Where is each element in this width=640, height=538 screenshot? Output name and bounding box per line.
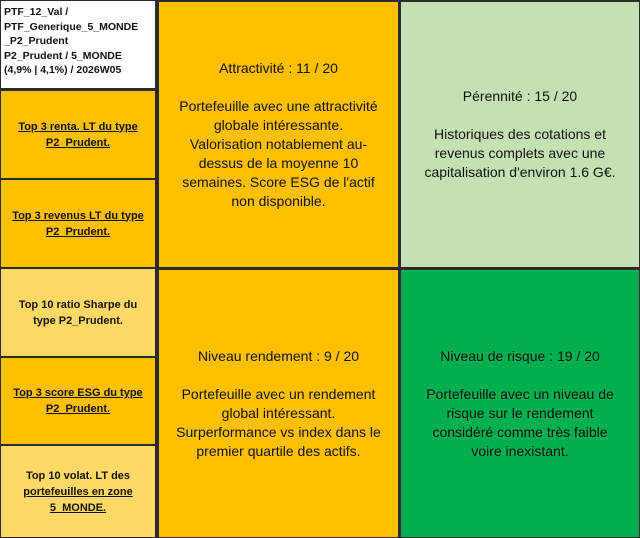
description-line: voire inexistant.: [471, 442, 569, 459]
attractivite-description: [179, 97, 377, 211]
description-line: Surperformance vs index dans le: [176, 423, 381, 440]
ranking-cell-revenus[interactable]: [0, 179, 157, 268]
description-line: Portefeuille avec un rendement: [181, 385, 376, 402]
description-line: revenus complets avec une: [434, 145, 606, 161]
description-line: globale intéressante.: [213, 116, 344, 133]
portfolio-header-cell[interactable]: [0, 0, 157, 90]
description-line: semaines. Score ESG de l'actif: [182, 173, 375, 190]
ranking-link[interactable]: P2_Prudent.: [45, 225, 111, 238]
description-line: Portefeuille avec un niveau de: [426, 385, 614, 402]
risque-panel[interactable]: [399, 268, 640, 538]
attractivite-score-title: Attractivité : 11 / 20: [219, 59, 338, 76]
risque-score-title: Niveau de risque : 19 / 20: [440, 347, 600, 364]
description-line: capitalisation d'environ 1.6 G€.: [424, 164, 616, 180]
rendement-panel[interactable]: [157, 268, 399, 538]
perennite-score-title: Pérennité : 15 / 20: [462, 88, 578, 104]
header-line: _P2_Prudent: [4, 35, 69, 48]
ranking-text: [12, 208, 144, 240]
ranking-label: Top 10 ratio Sharpe du: [18, 298, 138, 311]
header-line: P2_Prudent / 5_MONDE: [4, 49, 122, 62]
ranking-cell-volat[interactable]: [0, 445, 157, 538]
description-line: dessus de la moyenne 10: [198, 154, 359, 171]
description-line: global intéressant.: [221, 404, 336, 421]
description-line: Valorisation notablement au-: [189, 135, 368, 152]
description-line: premier quartile des actifs.: [196, 442, 361, 459]
ranking-link[interactable]: Top 3 revenus LT du type: [12, 209, 144, 222]
description-line: Portefeuille avec une attractivité: [179, 97, 378, 114]
ranking-label: Top 10 volat. LT des: [25, 469, 131, 482]
ranking-link[interactable]: P2_Prudent.: [45, 403, 111, 415]
description-line: non disponible.: [231, 192, 326, 209]
portfolio-header-text: [4, 5, 138, 78]
ranking-link[interactable]: Top 3 renta. LT du type: [18, 120, 138, 133]
ranking-link[interactable]: portefeuilles en zone: [23, 485, 133, 498]
ranking-label: type P2_Prudent.: [33, 314, 123, 327]
description-line: considéré comme très faible: [432, 423, 608, 440]
ranking-text: [13, 385, 142, 417]
header-line: PTF_Generique_5_MONDE: [4, 20, 139, 33]
description-line: Historiques des cotations et: [434, 126, 606, 142]
rendement-description: [176, 385, 381, 461]
rendement-score-title: Niveau rendement : 9 / 20: [197, 347, 360, 364]
ranking-text: [18, 119, 137, 151]
ranking-link[interactable]: 5_MONDE.: [49, 501, 107, 514]
header-line: (4,9% | 4,1%) / 2026W05: [4, 64, 122, 77]
ranking-text: [19, 297, 137, 329]
ranking-cell-sharpe[interactable]: [0, 268, 157, 357]
perennite-panel[interactable]: [399, 0, 640, 268]
ranking-cell-renta[interactable]: [0, 90, 157, 179]
ranking-link[interactable]: Top 3 score ESG du type: [13, 387, 143, 399]
perennite-description: [424, 125, 615, 182]
ranking-link[interactable]: P2_Prudent.: [45, 136, 111, 149]
description-line: risque sur le rendement: [446, 404, 594, 421]
header-line: PTF_12_Val /: [4, 6, 69, 18]
ranking-cell-esg[interactable]: [0, 357, 157, 445]
ranking-text: [23, 468, 132, 516]
risque-description: [426, 385, 614, 461]
attractivite-panel[interactable]: [157, 0, 399, 268]
